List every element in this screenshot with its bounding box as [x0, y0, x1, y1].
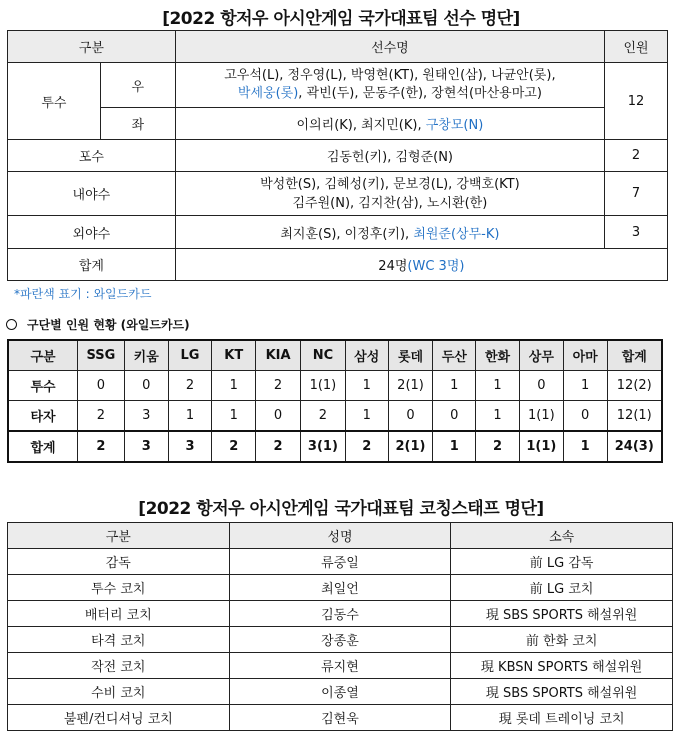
- coach-affiliation: 現 SBS SPORTS 해설위원: [451, 679, 673, 705]
- team-count-table: [7, 339, 663, 463]
- infield-label: 내야수: [8, 172, 176, 216]
- count-row-batter: [8, 401, 662, 432]
- coach-table: [7, 522, 673, 731]
- coach-name: 김현욱: [229, 705, 451, 731]
- coach-affiliation: 現 롯데 트레이닝 코치: [451, 705, 673, 731]
- coach-row: [8, 705, 673, 731]
- pitcher-right-line2: , 곽빈(두), 문동주(한), 장현석(마산용마고): [298, 86, 542, 101]
- coach-row: [8, 575, 673, 601]
- header-category: 구분: [8, 31, 176, 63]
- count-cell: 1: [476, 401, 520, 432]
- count-header: 한화: [476, 340, 520, 371]
- count-cell: 1(1): [519, 431, 563, 462]
- coach-name: 류지현: [229, 653, 451, 679]
- count-section-title: 구단별 인원 현황 (와일드카드): [27, 318, 190, 332]
- outfield-count: 3: [605, 216, 668, 249]
- infield-line1: 박성한(S), 김혜성(키), 문보경(L), 강백호(KT): [260, 176, 520, 192]
- count-cell: 2: [78, 431, 125, 462]
- count-cell: 1: [168, 401, 212, 432]
- catcher-count: 2: [605, 140, 668, 172]
- count-cell: 2(1): [388, 431, 433, 462]
- coach-name: 장종훈: [229, 627, 451, 653]
- coach-header: 구분: [8, 523, 230, 549]
- catcher-players: 김동헌(키), 김형준(N): [175, 140, 604, 172]
- wildcard-player: 박세웅(롯): [237, 86, 299, 101]
- coach-affiliation: 前 LG 감독: [451, 549, 673, 575]
- pitcher-right-label: 우: [100, 63, 175, 108]
- count-header: 두산: [433, 340, 476, 371]
- wildcard-note: *파란색 표기 : 와일드카드: [14, 287, 152, 301]
- coach-title: [2022 항저우 아시안게임 국가대표팀 코칭스태프 명단]: [138, 499, 544, 519]
- coach-role: 투수 코치: [8, 575, 230, 601]
- count-cell: 3: [168, 431, 212, 462]
- coach-row: [8, 601, 673, 627]
- count-cell: 0: [563, 401, 607, 432]
- coach-header: 성명: [229, 523, 451, 549]
- header-count: 인원: [605, 31, 668, 63]
- count-header: KIA: [256, 340, 301, 371]
- pitcher-right-players: [175, 63, 604, 108]
- catcher-label: 포수: [8, 140, 176, 172]
- coach-role: 배터리 코치: [8, 601, 230, 627]
- count-cell: 2: [256, 371, 301, 401]
- count-cell: 2: [256, 431, 301, 462]
- count-cell: 1: [212, 371, 256, 401]
- total-wildcard: (WC 3명): [407, 259, 465, 274]
- count-cell: 1: [345, 401, 388, 432]
- pitcher-label: 투수: [8, 63, 101, 140]
- outfield-text: 최지훈(S), 이정후(키),: [280, 226, 414, 242]
- coach-role: 작전 코치: [8, 653, 230, 679]
- total-label: 합계: [8, 249, 176, 281]
- wildcard-player: 최원준(상무-K): [413, 226, 500, 242]
- coach-row: [8, 549, 673, 575]
- count-header: 합계: [607, 340, 662, 371]
- pitcher-left-label: 좌: [100, 108, 175, 140]
- count-row-label: 투수: [8, 371, 78, 401]
- count-cell: 0: [256, 401, 301, 432]
- count-header: 상무: [519, 340, 563, 371]
- count-row-label: 합계: [8, 431, 78, 462]
- coach-role: 불펜/컨디셔닝 코치: [8, 705, 230, 731]
- coach-affiliation: 現 SBS SPORTS 해설위원: [451, 601, 673, 627]
- count-cell: 2: [345, 431, 388, 462]
- count-header: LG: [168, 340, 212, 371]
- coach-role: 수비 코치: [8, 679, 230, 705]
- wildcard-player: 구창모(N): [425, 118, 484, 133]
- count-cell: 1: [433, 431, 476, 462]
- infield-line2: 김주원(N), 김지찬(삼), 노시환(한): [292, 195, 488, 211]
- count-cell: 2: [78, 401, 125, 432]
- pitcher-right-line1: 고우석(L), 정우영(L), 박영현(KT), 원태인(삼), 나균안(롯),: [224, 68, 556, 83]
- count-cell: 3: [124, 431, 168, 462]
- count-header: 롯데: [388, 340, 433, 371]
- coach-affiliation: 現 KBSN SPORTS 해설위원: [451, 653, 673, 679]
- count-cell: 1: [433, 371, 476, 401]
- coach-affiliation: 前 LG 코치: [451, 575, 673, 601]
- circle-bullet-icon: [6, 319, 17, 330]
- count-cell: 0: [433, 401, 476, 432]
- coach-header: 소속: [451, 523, 673, 549]
- count-cell: 2(1): [388, 371, 433, 401]
- count-row-total: [8, 431, 662, 462]
- pitcher-left-text: 이의리(K), 최지민(K),: [296, 118, 426, 133]
- count-cell: 12(2): [607, 371, 662, 401]
- coach-role: 감독: [8, 549, 230, 575]
- count-cell: 1(1): [519, 401, 563, 432]
- count-cell: 0: [388, 401, 433, 432]
- count-cell: 2: [476, 431, 520, 462]
- roster-title: [2022 항저우 아시안게임 국가대표팀 선수 명단]: [162, 9, 520, 29]
- header-players: 선수명: [175, 31, 604, 63]
- count-section-heading: [6, 316, 190, 333]
- total-text: 24명: [378, 259, 408, 274]
- count-header: SSG: [78, 340, 125, 371]
- count-header: 아마: [563, 340, 607, 371]
- count-header: 키움: [124, 340, 168, 371]
- coach-row: [8, 653, 673, 679]
- count-cell: 24(3): [607, 431, 662, 462]
- coach-name: 이종열: [229, 679, 451, 705]
- count-row-label: 타자: [8, 401, 78, 432]
- pitcher-left-players: [175, 108, 604, 140]
- count-header: KT: [212, 340, 256, 371]
- coach-role: 타격 코치: [8, 627, 230, 653]
- outfield-players: [175, 216, 604, 249]
- count-cell: 12(1): [607, 401, 662, 432]
- coach-name: 류중일: [229, 549, 451, 575]
- roster-table: [7, 30, 668, 281]
- count-header: 삼성: [345, 340, 388, 371]
- count-cell: 0: [519, 371, 563, 401]
- infield-players: [175, 172, 604, 216]
- coach-affiliation: 前 한화 코치: [451, 627, 673, 653]
- pitcher-count: 12: [605, 63, 668, 140]
- count-cell: 0: [124, 371, 168, 401]
- count-cell: 1(1): [300, 371, 345, 401]
- count-cell: 0: [78, 371, 125, 401]
- infield-count: 7: [605, 172, 668, 216]
- count-cell: 1: [563, 431, 607, 462]
- count-cell: 3: [124, 401, 168, 432]
- total-value: [175, 249, 667, 281]
- outfield-label: 외야수: [8, 216, 176, 249]
- count-cell: 3(1): [300, 431, 345, 462]
- count-cell: 1: [345, 371, 388, 401]
- count-cell: 2: [168, 371, 212, 401]
- count-cell: 2: [212, 431, 256, 462]
- coach-name: 김동수: [229, 601, 451, 627]
- count-cell: 1: [212, 401, 256, 432]
- count-cell: 1: [563, 371, 607, 401]
- coach-row: [8, 627, 673, 653]
- count-row-pitcher: [8, 371, 662, 401]
- count-cell: 1: [476, 371, 520, 401]
- count-header: 구분: [8, 340, 78, 371]
- coach-name: 최일언: [229, 575, 451, 601]
- count-header: NC: [300, 340, 345, 371]
- count-cell: 2: [300, 401, 345, 432]
- coach-row: [8, 679, 673, 705]
